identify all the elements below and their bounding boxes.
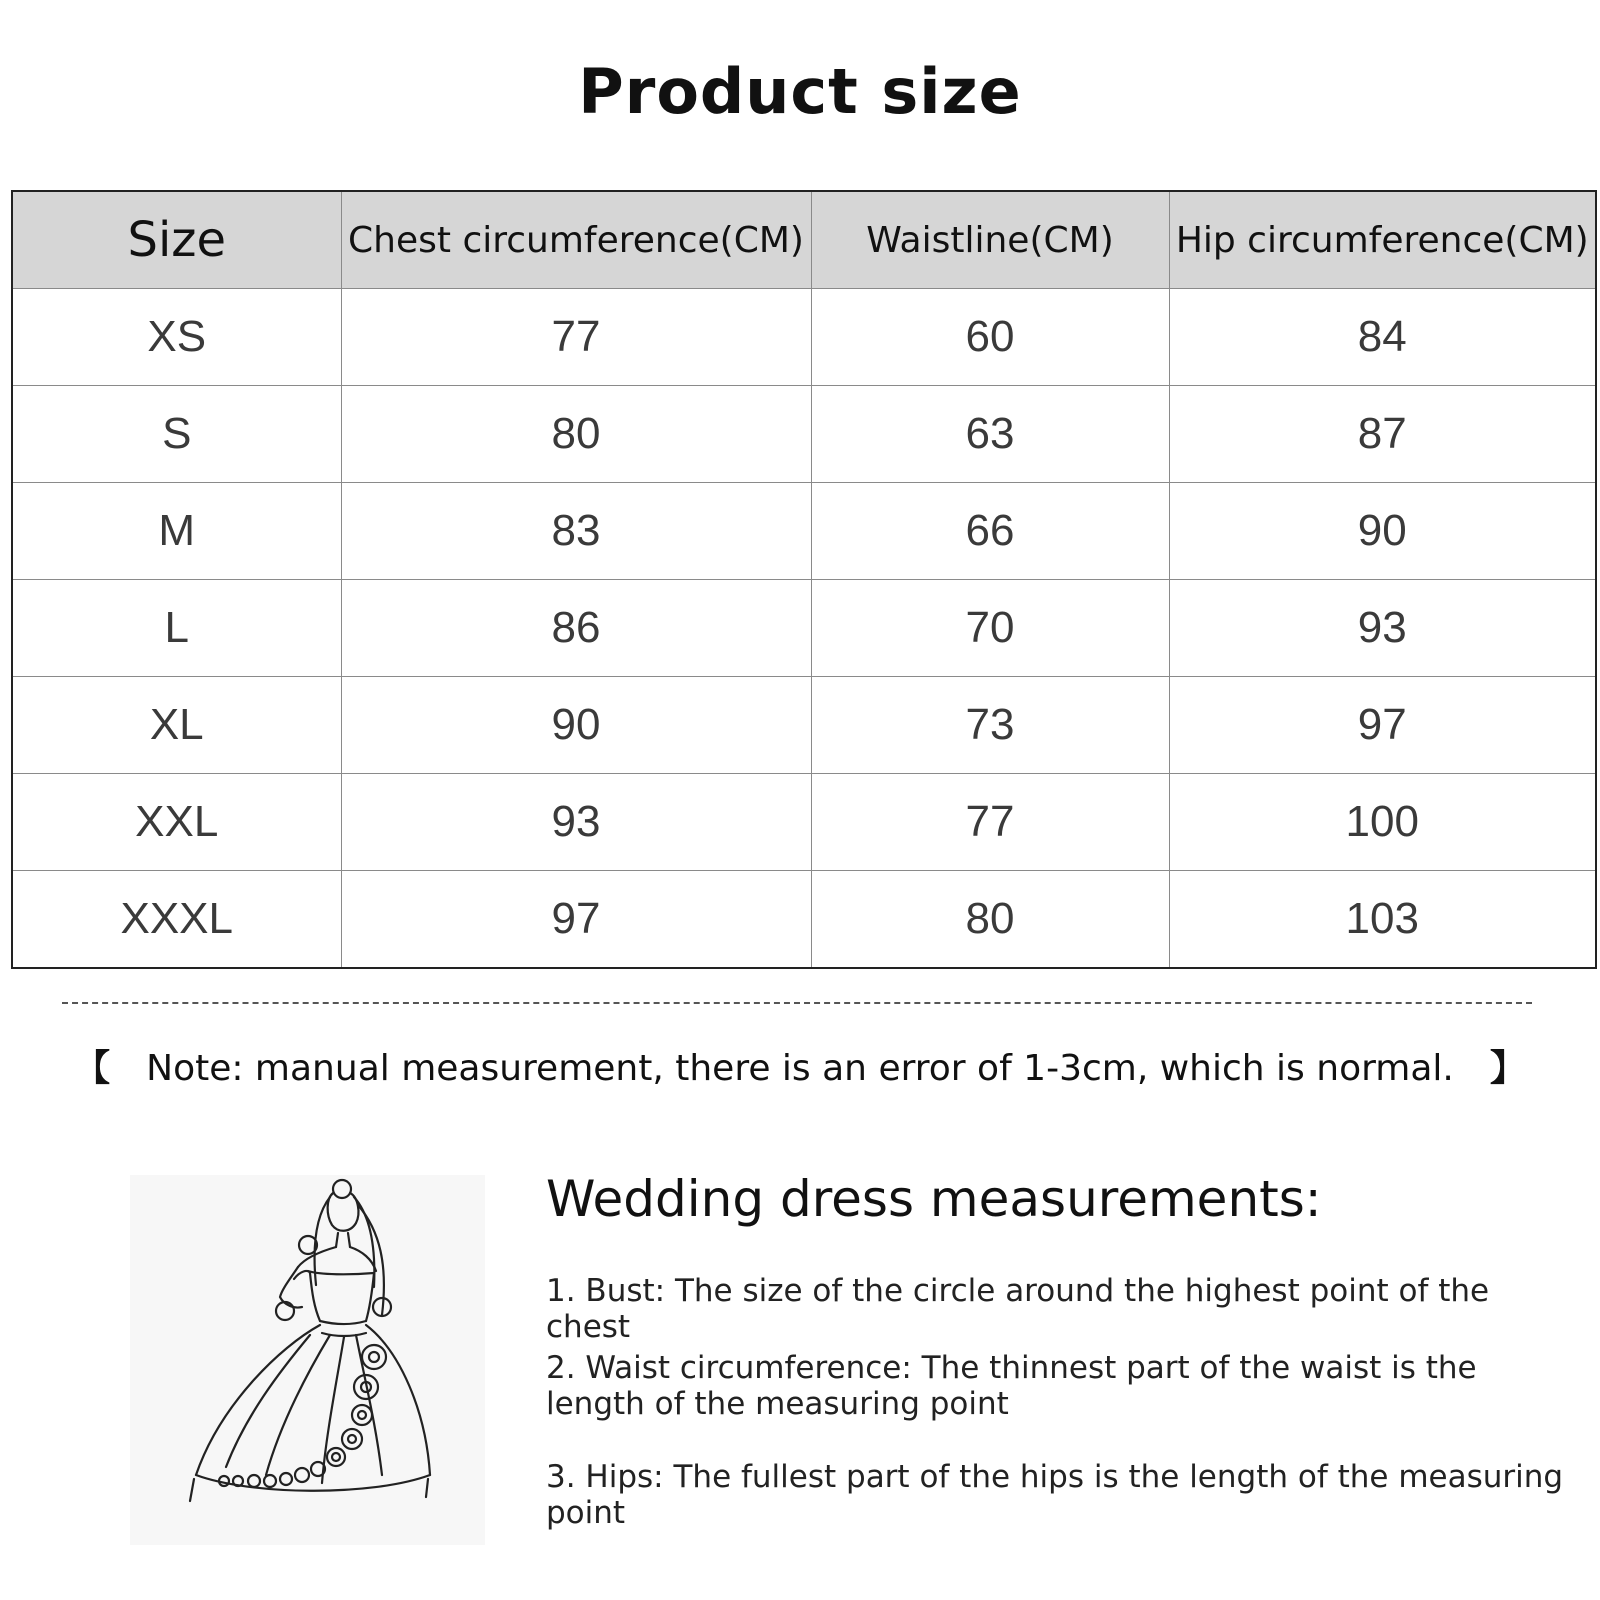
cell-size: XXXL (12, 871, 341, 969)
cell-size: XS (12, 289, 341, 386)
cell-waist: 80 (811, 871, 1169, 969)
cell-chest: 97 (341, 871, 811, 969)
cell-chest: 83 (341, 483, 811, 580)
cell-waist: 73 (811, 677, 1169, 774)
cell-hip: 97 (1169, 677, 1596, 774)
cell-waist: 60 (811, 289, 1169, 386)
cell-hip: 87 (1169, 386, 1596, 483)
table-row (12, 386, 1596, 483)
cell-chest: 80 (341, 386, 811, 483)
cell-hip: 93 (1169, 580, 1596, 677)
cell-size: L (12, 580, 341, 677)
note-open-bracket: 【 (74, 1048, 111, 1089)
header-size: Size (12, 191, 341, 289)
measurement-item-hips: 3. Hips: The fullest part of the hips is the length of the measuring point (546, 1459, 1564, 1531)
header-hip: Hip circumference(CM) (1169, 191, 1596, 289)
cell-hip: 84 (1169, 289, 1596, 386)
cell-hip: 103 (1169, 871, 1596, 969)
cell-waist: 66 (811, 483, 1169, 580)
table-row (12, 774, 1596, 871)
page-title: Product size (578, 55, 1022, 128)
table-header-row (12, 191, 1596, 289)
cell-chest: 90 (341, 677, 811, 774)
cell-size: XL (12, 677, 341, 774)
cell-size: M (12, 483, 341, 580)
cell-waist: 63 (811, 386, 1169, 483)
cell-chest: 77 (341, 289, 811, 386)
table-row (12, 871, 1596, 969)
cell-waist: 77 (811, 774, 1169, 871)
note-text: Note: manual measurement, there is an error of 1-3cm, which is normal. (146, 1048, 1454, 1089)
cell-size: XXL (12, 774, 341, 871)
measurement-item-waist: 2. Waist circumference: The thinnest part of the waist is the length of the measuring point (546, 1350, 1477, 1422)
size-chart-table (11, 190, 1597, 969)
note-close-bracket: 】 (1489, 1048, 1526, 1089)
header-chest: Chest circumference(CM) (341, 191, 811, 289)
table-row (12, 677, 1596, 774)
cell-chest: 86 (341, 580, 811, 677)
header-waist: Waistline(CM) (811, 191, 1169, 289)
cell-waist: 70 (811, 580, 1169, 677)
dashed-divider (62, 1002, 1532, 1004)
table-row (12, 580, 1596, 677)
cell-hip: 100 (1169, 774, 1596, 871)
wedding-dress-sketch-icon (130, 1175, 485, 1545)
cell-size: S (12, 386, 341, 483)
measurement-note (0, 1040, 1600, 1091)
measurements-title: Wedding dress measurements: (546, 1170, 1322, 1228)
measurement-item-bust: 1. Bust: The size of the circle around the highest point of the chest (546, 1273, 1490, 1345)
table-row (12, 483, 1596, 580)
cell-chest: 93 (341, 774, 811, 871)
cell-hip: 90 (1169, 483, 1596, 580)
table-row (12, 289, 1596, 386)
